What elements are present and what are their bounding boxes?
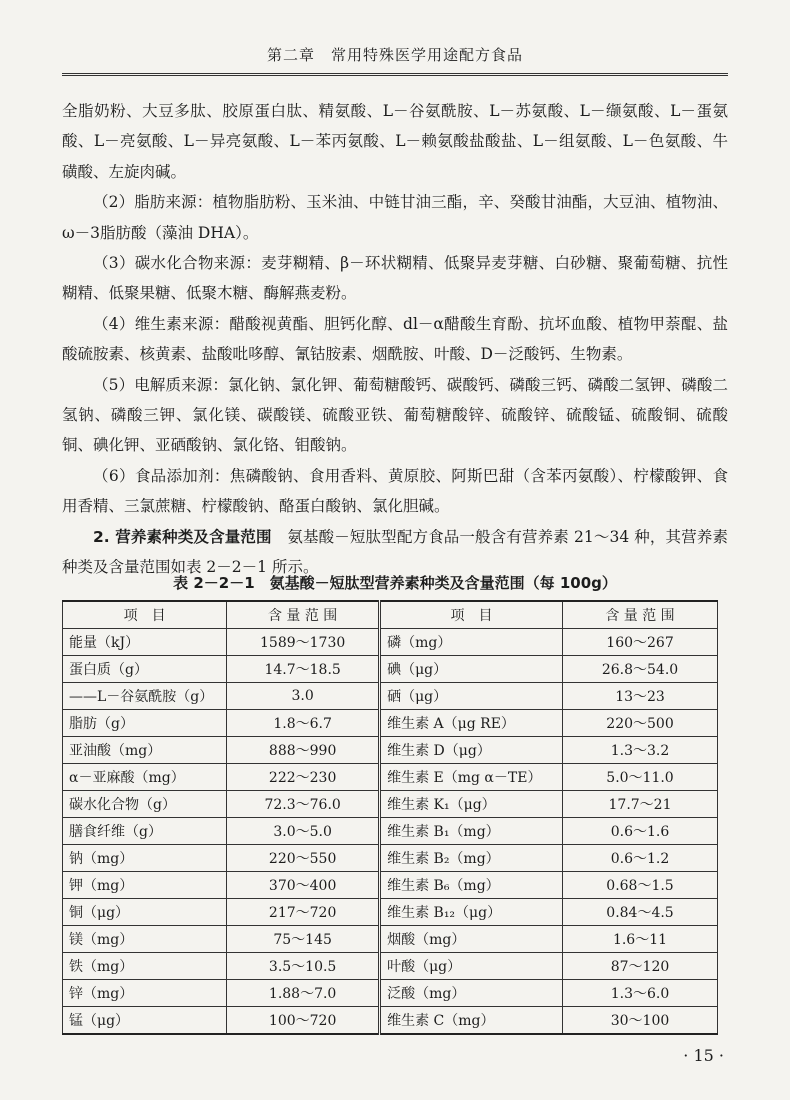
paragraph-protein-sources-cont: 全脂奶粉、大豆多肽、胶原蛋白肽、精氨酸、L－谷氨酰胺、L－苏氨酸、L－缬氨酸、L－蛋氨酸、L－亮氨酸、L－异亮氨酸、L－苯丙氨酸、L－赖氨酸盐酸盐、L－组氨酸、L－色氨酸、牛磺酸、左旋肉碱。	[62, 102, 728, 181]
paragraph-vitamin-sources: （4）维生素来源：醋酸视黄酯、胆钙化醇、dl－α醋酸生育酚、抗坏血酸、植物甲萘醌、盐酸硫胺素、核黄素、盐酸吡哆醇、氰钴胺素、烟酰胺、叶酸、D－泛酸钙、生物素。	[62, 314, 728, 364]
table-row	[63, 818, 718, 845]
cell-range-right: 30～100	[563, 1007, 718, 1035]
cell-range-right: 87～120	[563, 953, 718, 980]
header-item-left: 项 目	[63, 601, 227, 629]
cell-item-left: α－亚麻酸（mg）	[63, 764, 227, 791]
header-range-right: 含 量 范 围	[563, 601, 718, 629]
cell-range-left: 3.0	[227, 683, 380, 710]
cell-item-left: 蛋白质（g）	[63, 656, 227, 683]
cell-item-left: 铁（mg）	[63, 953, 227, 980]
cell-item-right: 硒（μg）	[380, 683, 563, 710]
cell-range-left: 1.88～7.0	[227, 980, 380, 1007]
cell-range-right: 160～267	[563, 629, 718, 656]
table-row	[63, 656, 718, 683]
section-text: 氨基酸－短肽型配方食品一般含有营养素 21～34 种，其营养素种类及含量范围如表 2－2－1 所示。	[62, 527, 728, 577]
cell-range-left: 888～990	[227, 737, 380, 764]
table-row	[63, 629, 718, 656]
cell-item-right: 维生素 E（mg α－TE）	[380, 764, 563, 791]
cell-range-left: 370～400	[227, 872, 380, 899]
header-item-right: 项 目	[380, 601, 563, 629]
cell-item-right: 叶酸（μg）	[380, 953, 563, 980]
cell-item-right: 泛酸（mg）	[380, 980, 563, 1007]
cell-item-right: 维生素 D（μg）	[380, 737, 563, 764]
cell-item-right: 碘（μg）	[380, 656, 563, 683]
cell-item-left: 锰（μg）	[63, 1007, 227, 1035]
cell-range-right: 26.8～54.0	[563, 656, 718, 683]
cell-range-right: 1.6～11	[563, 926, 718, 953]
table-row	[63, 764, 718, 791]
cell-range-left: 220～550	[227, 845, 380, 872]
table-row	[63, 953, 718, 980]
cell-range-right: 1.3～6.0	[563, 980, 718, 1007]
cell-range-right: 17.7～21	[563, 791, 718, 818]
running-header: 第二章 常用特殊医学用途配方食品	[62, 44, 728, 76]
cell-item-right: 维生素 A（μg RE）	[380, 710, 563, 737]
cell-range-right: 220～500	[563, 710, 718, 737]
cell-item-right: 维生素 C（mg）	[380, 1007, 563, 1035]
cell-item-right: 磷（mg）	[380, 629, 563, 656]
paragraph-fat-sources: （2）脂肪来源：植物脂肪粉、玉米油、中链甘油三酯，辛、癸酸甘油酯，大豆油、植物油、ω－3脂肪酸（藻油 DHA）。	[62, 193, 728, 242]
cell-range-left: 3.5～10.5	[227, 953, 380, 980]
table-row	[63, 683, 718, 710]
table-row	[63, 845, 718, 872]
cell-range-left: 1.8～6.7	[227, 710, 380, 737]
cell-range-left: 72.3～76.0	[227, 791, 380, 818]
table-row	[63, 710, 718, 737]
cell-range-right: 0.68～1.5	[563, 872, 718, 899]
table-row	[63, 791, 718, 818]
cell-range-left: 75～145	[227, 926, 380, 953]
table-row	[63, 899, 718, 926]
paragraph-additives: （6）食品添加剂：焦磷酸钠、食用香料、黄原胶、阿斯巴甜（含苯丙氨酸）、柠檬酸钾、食用香精、三氯蔗糖、柠檬酸钠、酪蛋白酸钠、氯化胆碱。	[62, 466, 728, 516]
cell-item-left: 钾（mg）	[63, 872, 227, 899]
cell-item-right: 维生素 B₁（mg）	[380, 818, 563, 845]
body-text	[62, 96, 728, 583]
cell-item-left: 镁（mg）	[63, 926, 227, 953]
table-row	[63, 1007, 718, 1035]
cell-item-left: 铜（μg）	[63, 899, 227, 926]
table-header-row	[63, 601, 718, 629]
cell-range-left: 3.0～5.0	[227, 818, 380, 845]
table-body	[63, 629, 718, 1035]
header-range-left: 含 量 范 围	[227, 601, 380, 629]
cell-item-left: 锌（mg）	[63, 980, 227, 1007]
cell-range-right: 13～23	[563, 683, 718, 710]
cell-item-right: 维生素 K₁（μg）	[380, 791, 563, 818]
cell-item-left: 碳水化合物（g）	[63, 791, 227, 818]
paragraph-carb-sources: （3）碳水化合物来源：麦芽糊精、β－环状糊精、低聚异麦芽糖、白砂糖、聚葡萄糖、抗性糊精、低聚果糖、低聚木糖、酶解燕麦粉。	[62, 254, 728, 303]
cell-range-left: 100～720	[227, 1007, 380, 1035]
cell-range-left: 14.7～18.5	[227, 656, 380, 683]
paragraph-electrolyte-sources: （5）电解质来源：氯化钠、氯化钾、葡萄糖酸钙、碳酸钙、磷酸三钙、磷酸二氢钾、磷酸二氢钠、磷酸三钾、氯化镁、碳酸镁、硫酸亚铁、葡萄糖酸锌、硫酸锌、硫酸锰、硫酸铜、硫酸铜、碘化钾、亚硒酸钠、氯化铬、钼酸钠。	[62, 375, 728, 455]
table-row	[63, 737, 718, 764]
nutrient-table	[62, 600, 718, 1035]
cell-range-right: 0.84～4.5	[563, 899, 718, 926]
cell-item-right: 维生素 B₁₂（μg）	[380, 899, 563, 926]
cell-item-left: ——L－谷氨酰胺（g）	[63, 683, 227, 710]
cell-range-left: 1589～1730	[227, 629, 380, 656]
cell-item-right: 维生素 B₆（mg）	[380, 872, 563, 899]
table-row	[63, 980, 718, 1007]
cell-range-right: 5.0～11.0	[563, 764, 718, 791]
cell-item-left: 膳食纤维（g）	[63, 818, 227, 845]
cell-item-right: 维生素 B₂（mg）	[380, 845, 563, 872]
cell-item-left: 能量（kJ）	[63, 629, 227, 656]
cell-item-left: 钠（mg）	[63, 845, 227, 872]
cell-range-left: 217～720	[227, 899, 380, 926]
table-caption: 表 2－2－1 氨基酸－短肽型营养素种类及含量范围（每 100g）	[173, 574, 617, 592]
cell-item-left: 脂肪（g）	[63, 710, 227, 737]
cell-range-right: 0.6～1.2	[563, 845, 718, 872]
table-row	[63, 926, 718, 953]
page-number: · 15 ·	[683, 1046, 724, 1065]
cell-range-right: 0.6～1.6	[563, 818, 718, 845]
cell-range-left: 222～230	[227, 764, 380, 791]
cell-item-left: 亚油酸（mg）	[63, 737, 227, 764]
section-title: 2. 营养素种类及含量范围	[93, 527, 272, 546]
table-row	[63, 872, 718, 899]
cell-range-right: 1.3～3.2	[563, 737, 718, 764]
cell-item-right: 烟酸（mg）	[380, 926, 563, 953]
